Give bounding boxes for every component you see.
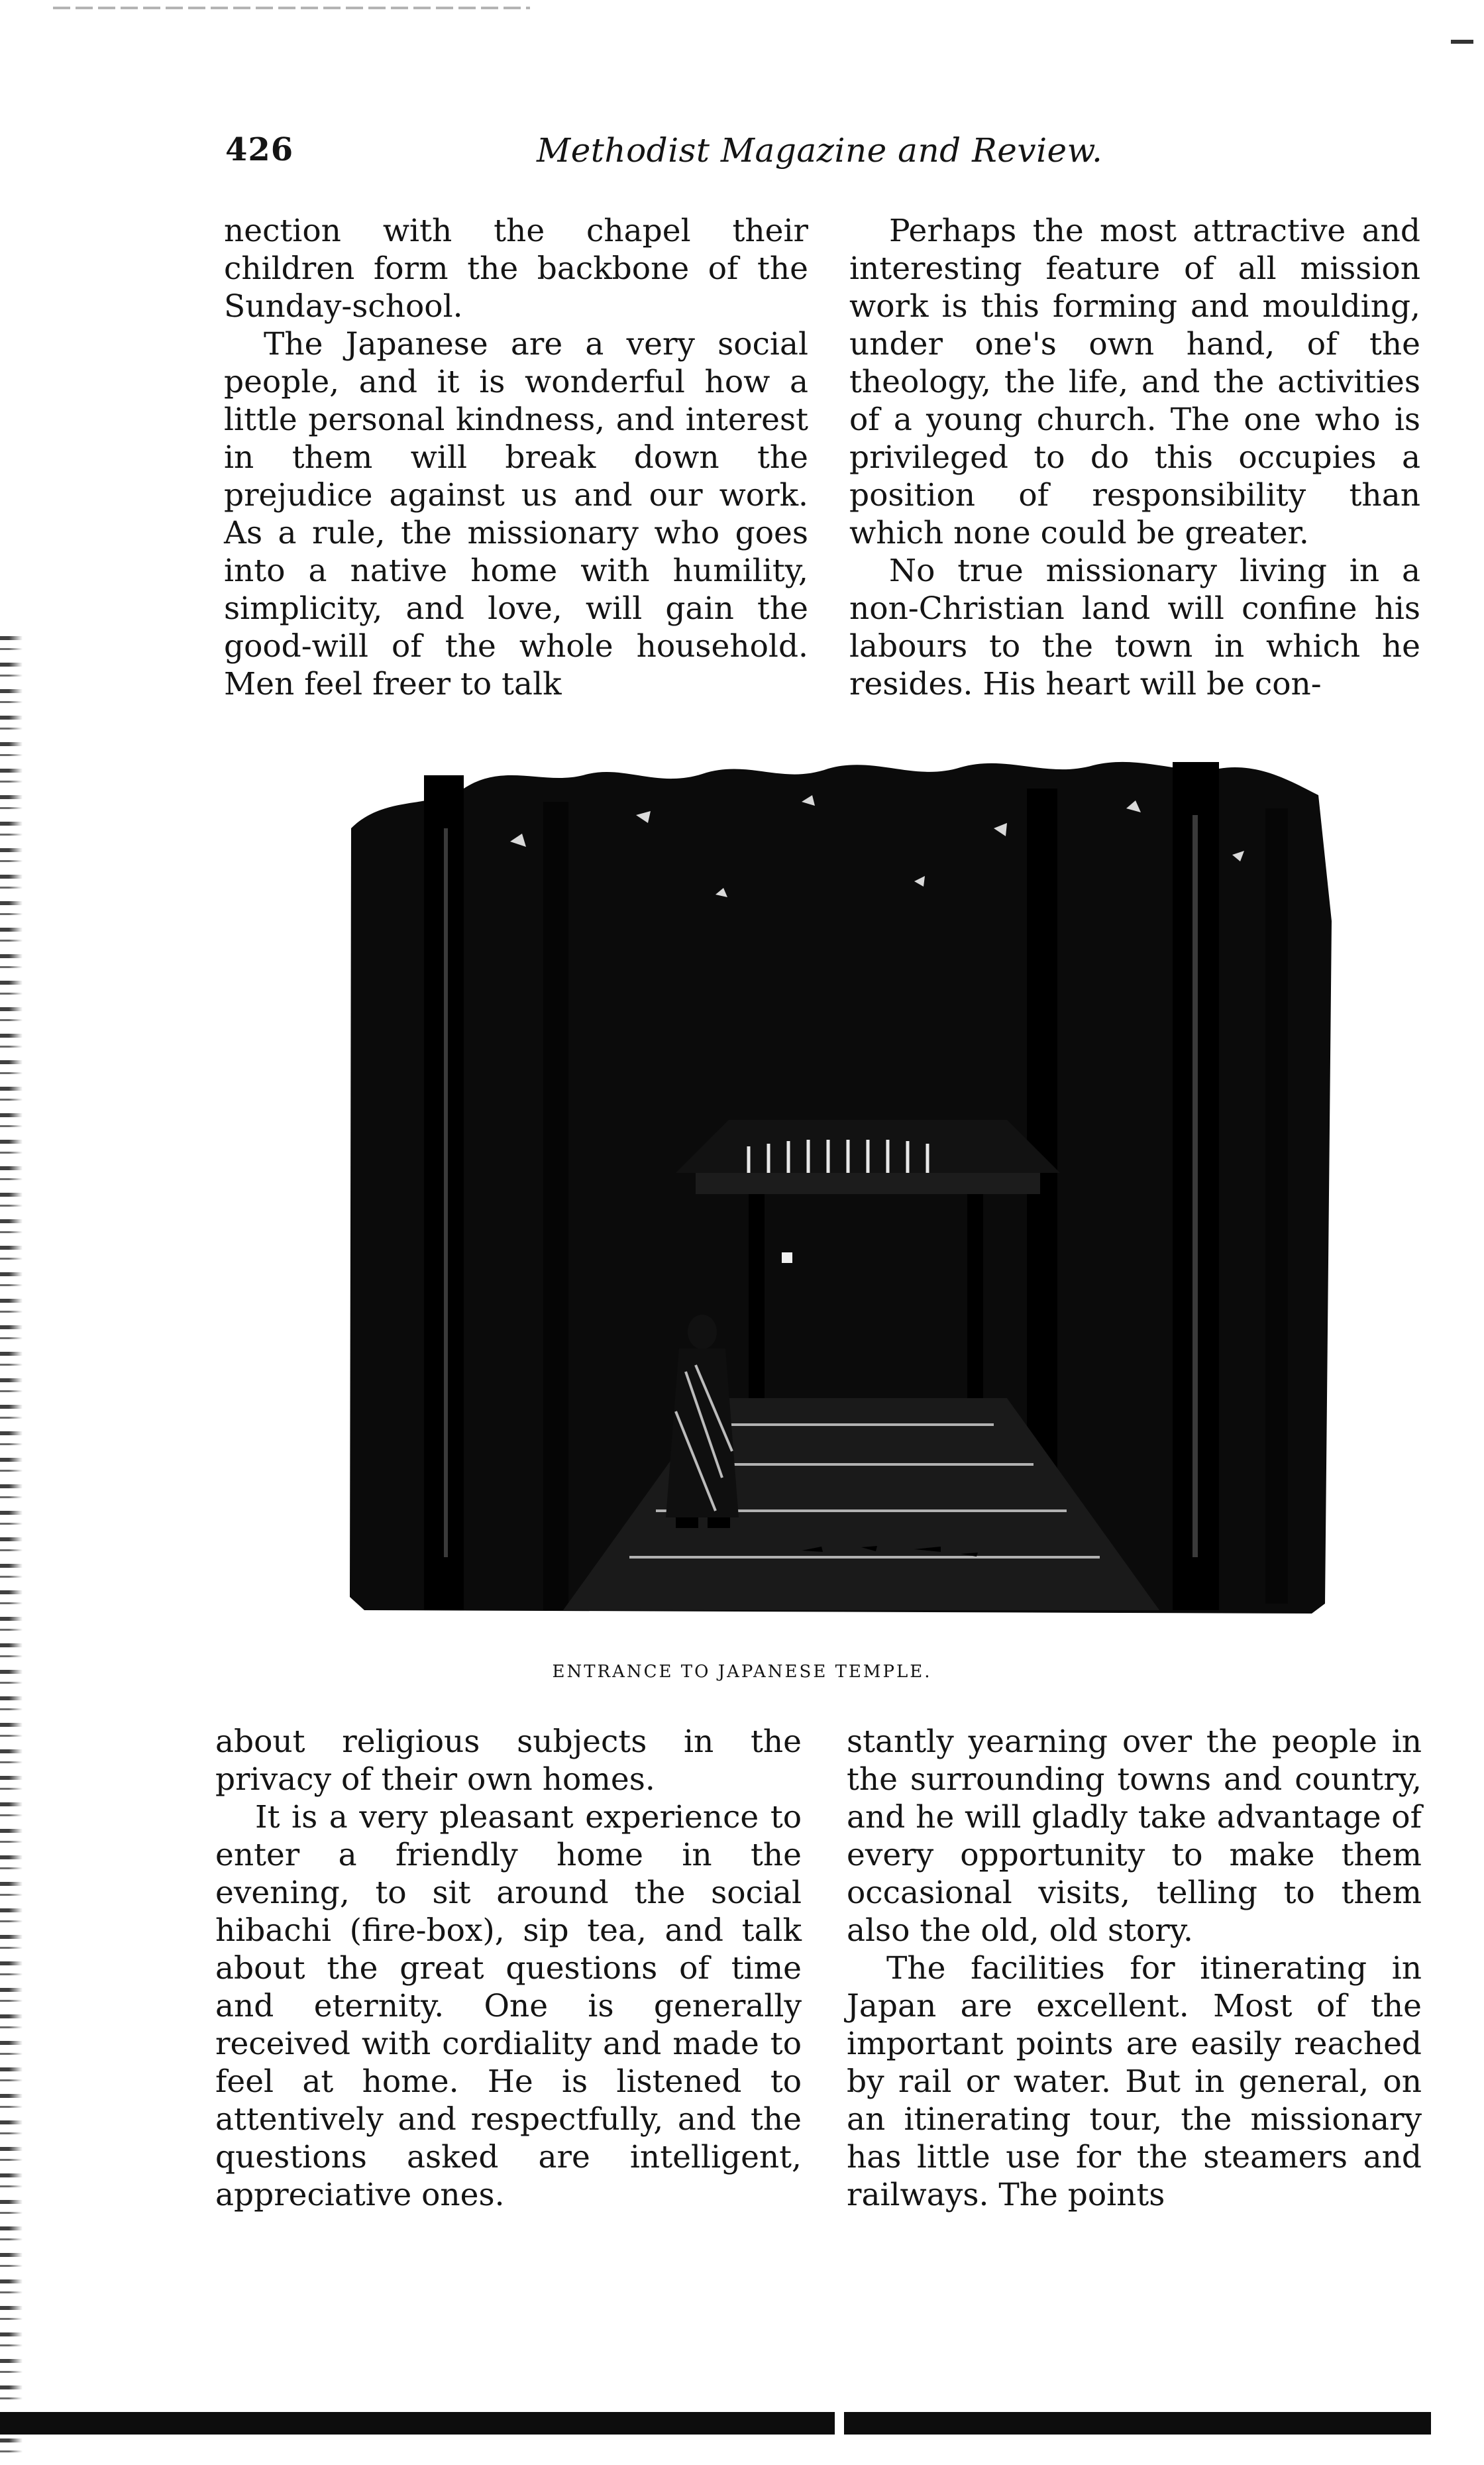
binding-edge [0,636,23,2465]
paragraph: The Japanese are a very social people, and it is wonderful how a little personal kindness, and interest in them will break down the prejudice against us and our work. As a rule, the missionary who goes into a native home with humility, simplicity, and love, will gain the good-will of the whole household. Men feel freer to talk [224,326,808,702]
paragraph: stantly yearning over the people in the surrounding towns and country, and he will gladly take advantage of every opportunity to make them occasional visits, telling to them also the old, old story. [847,1724,1422,1949]
page-number: 426 [225,131,294,168]
paragraph: nection with the chapel their children form the backbone of the Sunday-school. [224,213,808,325]
figure-caption: ENTRANCE TO JAPANESE TEMPLE. [552,1662,932,1682]
column-top-right [849,212,1420,703]
page-header [225,131,1106,178]
paragraph: It is a very pleasant experience to enter a friendly home in the evening, to sit around the social hibachi (fire-box), sip tea, and talk about the great questions of time and eternity. One is generally received with cordiality and made to feel at home. He is listened to attentively and respectfully, and the questions asked are intelligent, appreciative ones. [215,1799,802,2213]
column-top-left [224,212,808,703]
paragraph: The facilities for itinerating in Japan are excellent. Most of the important points are easily reached by rail or water. But in general, on an itinerating tour, the missionary has little use for the steamers and railways. The points [847,1950,1422,2213]
temple-entrance-illustration [344,749,1338,1630]
running-title: Methodist Magazine and Review. [537,131,1103,170]
top-rule [53,7,530,9]
column-bottom-right [847,1723,1422,2214]
bottom-rule [0,2412,1431,2435]
column-bottom-left [215,1723,802,2214]
paragraph: Perhaps the most attractive and interesting feature of all mission work is this forming and moulding, under one's own hand, of the theology, the life, and the activities of a young church. The one who is privileged to do this occupies a position of responsibility than which none could be greater. [849,213,1420,551]
edge-mark [1451,40,1473,44]
paragraph: about religious subjects in the privacy of their own homes. [215,1724,802,1798]
paragraph: No true missionary living in a non-Christian land will confine his labours to the town in which he resides. His heart will be con- [849,553,1420,702]
